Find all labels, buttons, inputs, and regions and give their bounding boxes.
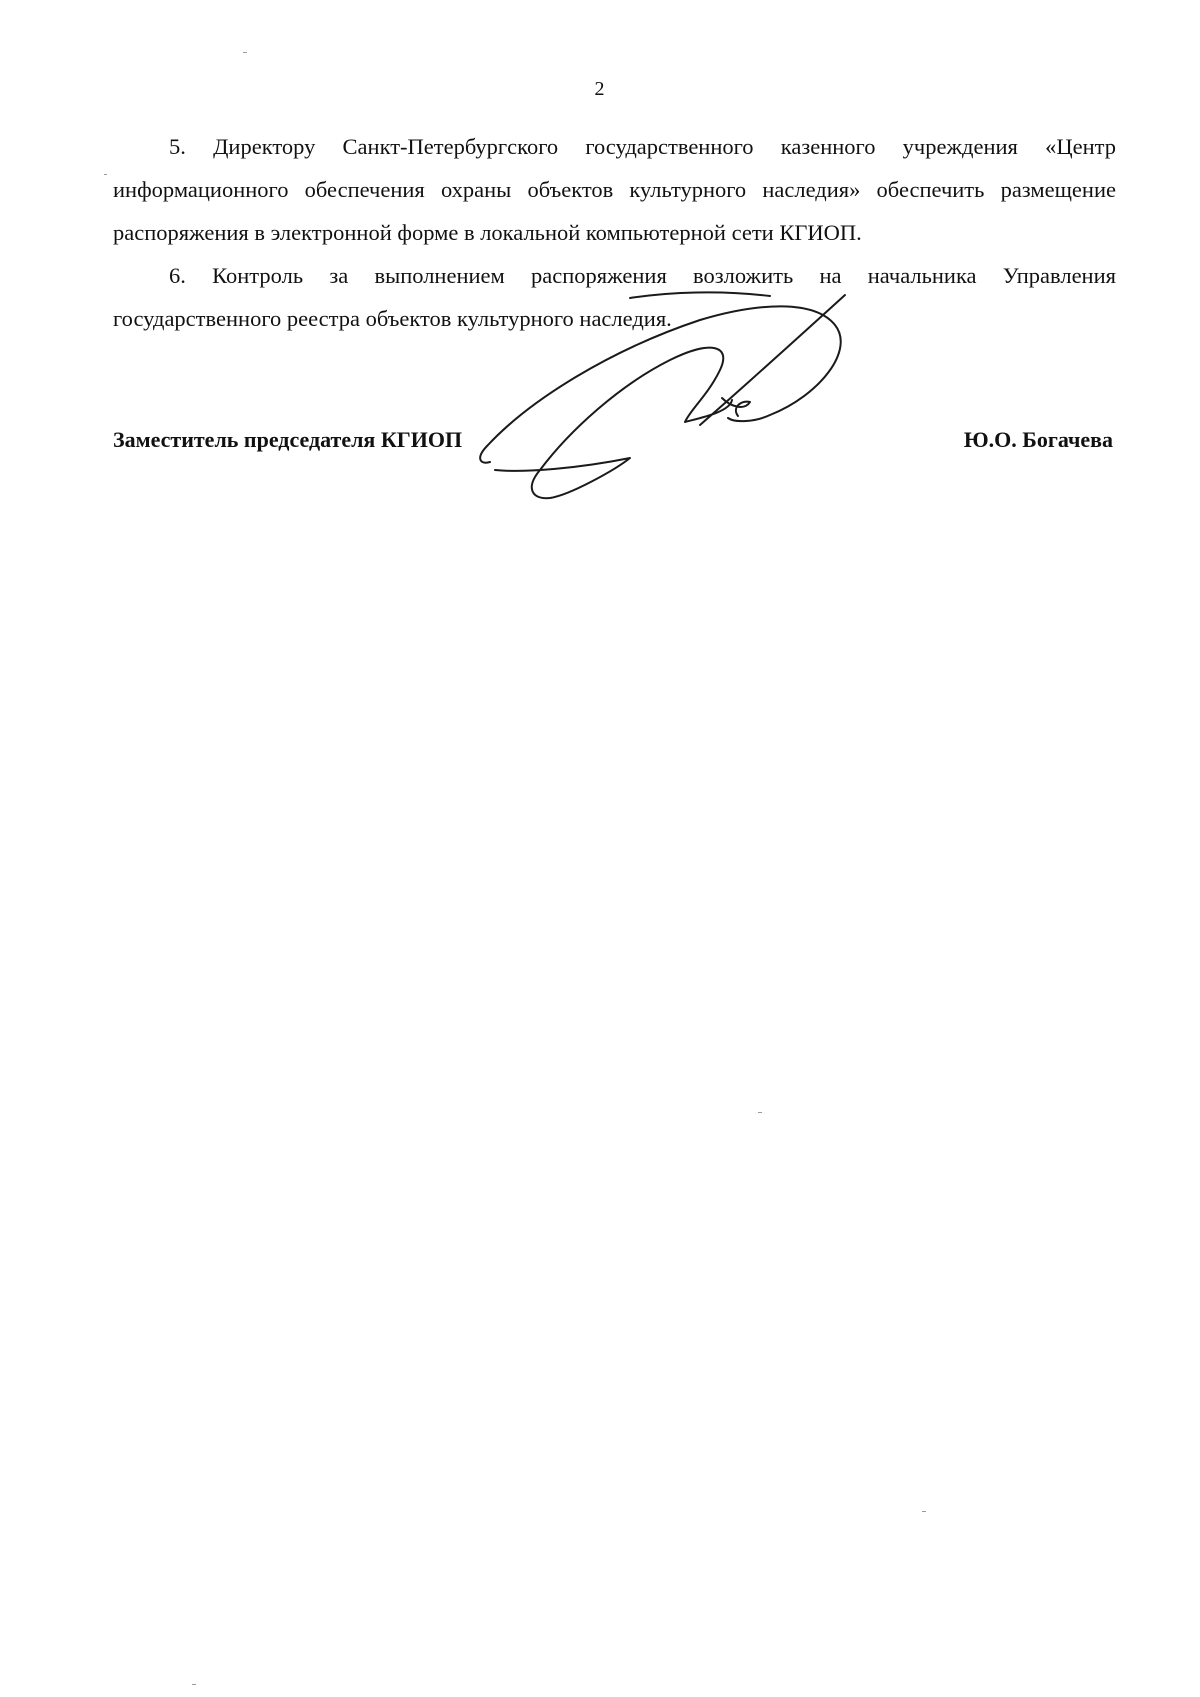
page-number: 2: [594, 78, 606, 100]
scan-speck: [243, 52, 247, 53]
paragraph-item-5: 5. Директору Санкт-Петербургского государственного казенного учреждения «Центр информационного обеспечения охраны объектов культурного наследия» обеспечить размещение распоряжения в электронной форме в локальной компьютерной сети КГИОП.: [113, 134, 1116, 245]
scan-speck: [758, 1112, 762, 1113]
scan-speck: [922, 1511, 926, 1512]
signer-name: Ю.О. Богачева: [963, 427, 1113, 452]
signer-position-title: Заместитель председателя КГИОП: [113, 427, 463, 452]
document-body: [113, 125, 1116, 340]
scan-speck: [104, 174, 107, 175]
scan-speck: [192, 1684, 196, 1685]
paragraph-item-6: 6. Контроль за выполнением распоряжения возложить на начальника Управления государственного реестра объектов культурного наследия.: [113, 263, 1116, 331]
